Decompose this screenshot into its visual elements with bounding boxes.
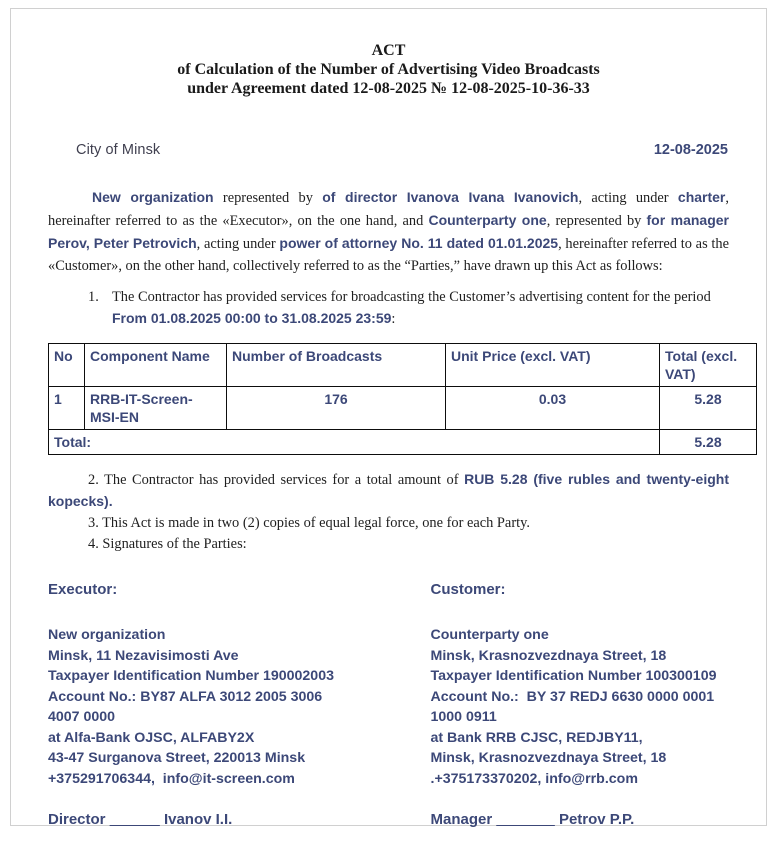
city-date-row <box>44 142 733 158</box>
executor-block <box>48 581 389 828</box>
intro-text-12: , hereinafter referred to as the «Customer», on the other hand, collectively referred to as the “Parties,” have drawn up this Act as follows: <box>48 236 729 274</box>
customer-authority: power of attorney No. 11 dated 01.01.2025 <box>279 235 559 251</box>
customer-line-7: Minsk, Krasnozvezdnaya Street, 18 <box>430 750 667 766</box>
executor-org-name: New organization <box>92 189 214 205</box>
broadcast-table <box>48 343 757 455</box>
city-label: City of Minsk <box>76 142 161 158</box>
customer-signature-blank: _______ <box>496 811 555 828</box>
executor-line-2: Minsk, 11 Nezavisimosti Ave <box>48 647 239 664</box>
customer-signature-role: Manager <box>430 811 493 828</box>
title-line-1: ACT <box>371 42 406 59</box>
table-header-no: No <box>49 344 85 387</box>
clause-1-text <box>112 287 733 330</box>
customer-line-2: Minsk, Krasnozvezdnaya Street, 18 <box>430 647 667 664</box>
total-label: Total: <box>49 430 660 455</box>
customer-line-1: Counterparty one <box>430 627 549 643</box>
intro-text-10: , acting under <box>196 236 280 252</box>
table-header-total: Total (excl. VAT) <box>660 344 757 387</box>
executor-line-3: Taxpayer Identification Number 190002003 <box>48 668 334 684</box>
total-amount-words: RUB 5.28 (five rubles and twenty-eight kopecks). <box>48 471 729 509</box>
customer-signature-name: Petrov P.P. <box>558 811 635 828</box>
customer-representative: for manager Perov, Peter Petrovich <box>48 212 729 251</box>
customer-line-3: Taxpayer Identification Number 100300109 <box>430 668 717 684</box>
executor-signature-role: Director <box>48 811 106 828</box>
table-header-component-name: Component Name <box>85 344 227 387</box>
executor-signature-line <box>48 811 389 828</box>
executor-line-8: +375291706344, info@it-screen.com <box>48 770 295 787</box>
customer-heading: Customer: <box>430 581 506 598</box>
page-title <box>44 41 733 98</box>
customer-signature-line <box>431 811 730 828</box>
title-line-2: of Calculation of the Number of Advertising Video Broadcasts <box>177 61 600 78</box>
row-broadcasts: 176 <box>227 387 446 430</box>
intro-paragraph <box>44 186 733 277</box>
clause-1-text-a: The Contractor has provided services for broadcasting the Customer’s advertising content for the period <box>112 289 711 305</box>
table-header-unit-price: Unit Price (excl. VAT) <box>446 344 660 387</box>
signature-area <box>44 581 733 828</box>
executor-line-4: Account No.: BY87 ALFA 3012 2005 3006 <box>48 688 323 705</box>
total-value: 5.28 <box>660 430 757 455</box>
executor-line-1: New organization <box>48 627 166 643</box>
document-date: 12-08-2025 <box>653 142 728 158</box>
executor-line-7: 43-47 Surganova Street, 220013 Minsk <box>48 750 306 766</box>
intro-text-8: , represented by <box>546 213 647 229</box>
executor-line-6: at Alfa-Bank OJSC, ALFABY2X <box>48 729 255 746</box>
clause-1-number: 1. <box>88 289 99 305</box>
intro-text-4: , acting under <box>578 190 678 206</box>
row-total: 5.28 <box>660 387 757 430</box>
customer-line-4: Account No.: BY 37 REDJ 6630 0000 0001 <box>430 688 715 705</box>
executor-line-5: 4007 0000 <box>48 709 116 725</box>
customer-details <box>431 625 730 789</box>
title-line-3: under Agreement dated 12-08-2025 № 12-08-2025-10-36-33 <box>187 80 590 97</box>
executor-representative: of director Ivanova Ivana Ivanovich <box>322 189 579 205</box>
clause-1 <box>44 287 733 330</box>
clause-3: 3. This Act is made in two (2) copies of equal legal force, one for each Party. <box>88 515 530 531</box>
table-total-row <box>49 430 757 455</box>
row-unit-price: 0.03 <box>446 387 660 430</box>
customer-line-6: at Bank RRB CJSC, REDJBY11, <box>430 729 643 746</box>
executor-details <box>48 625 389 789</box>
row-number: 1 <box>49 387 85 430</box>
executor-authority: charter <box>677 189 726 205</box>
executor-signature-name: Ivanov I.I. <box>163 811 233 828</box>
executor-heading: Executor: <box>48 581 118 598</box>
clause-1-text-b: : <box>391 311 396 327</box>
broadcast-period: From 01.08.2025 00:00 to 31.08.2025 23:59 <box>112 310 392 326</box>
executor-signature-blank: ______ <box>109 811 160 828</box>
intro-text-6: , hereinafter referred to as the «Executor», on the one hand, and <box>48 190 729 229</box>
customer-line-8: .+375173370202, info@rrb.com <box>430 770 638 787</box>
table-row <box>49 387 757 430</box>
customer-org-name: Counterparty one <box>428 212 547 228</box>
table-header-row <box>49 344 757 387</box>
document-page <box>10 8 767 826</box>
clause-2-text: 2. The Contractor has provided services for a total amount of <box>88 472 465 488</box>
clause-4: 4. Signatures of the Parties: <box>88 536 247 552</box>
row-component-name: RRB-IT-Screen-MSI-EN <box>85 387 227 430</box>
clause-2 <box>44 469 733 513</box>
customer-block <box>389 581 730 828</box>
customer-line-5: 1000 0911 <box>430 709 497 725</box>
intro-text-2: represented by <box>213 190 323 206</box>
table-header-number-of-broadcasts: Number of Broadcasts <box>227 344 446 387</box>
document-body <box>11 41 766 857</box>
